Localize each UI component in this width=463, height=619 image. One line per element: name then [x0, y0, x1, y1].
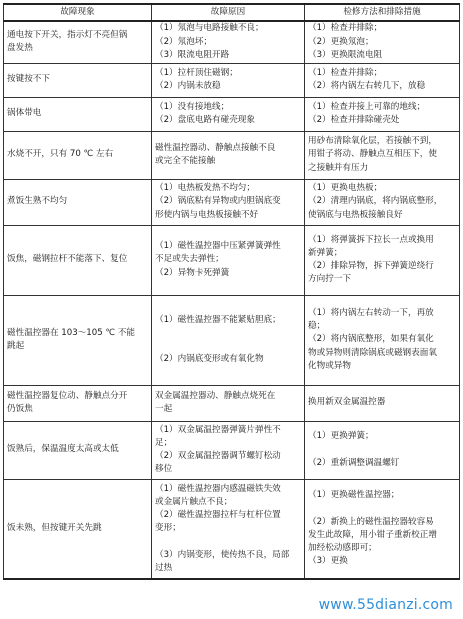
- cell-line: （2）排除异物，拆下弹簧逆绕行: [308, 261, 434, 271]
- table-row: [4, 97, 460, 131]
- cell-line: （3）限流电阻开路: [155, 49, 230, 60]
- cell-line: 使锅底与电热板接触良好: [308, 209, 403, 220]
- table-header: [4, 4, 460, 21]
- cell-line: （2）清理内锅底，将内锅底整形，: [308, 196, 443, 207]
- cell-line: （1）检查并排除；: [308, 23, 383, 34]
- cell-line: （1）拉杆顶住磁钢；: [155, 67, 238, 78]
- cell-line: 方向拧一下: [308, 274, 351, 285]
- fix-cell: [305, 385, 460, 421]
- cell-line: （3）内锅变形，使传热不良，局部: [155, 549, 290, 560]
- table-row: [4, 385, 460, 421]
- header-symptom: 故障现象: [4, 4, 152, 21]
- table-row: [4, 225, 460, 295]
- cell-line: （1）磁性温控器不能紧贴胆底；: [155, 314, 281, 325]
- fix-cell: [305, 225, 460, 295]
- cell-line: 通电按下开关，指示灯不亮但锅: [7, 30, 128, 41]
- cell-line: 换用新双金属温控器: [308, 397, 386, 408]
- cell-line: 按键按不下: [7, 74, 50, 85]
- table-body: [4, 21, 460, 579]
- fix-cell: [305, 179, 460, 225]
- cell-line: 双金属温控器动、静触点烧死在: [155, 390, 276, 401]
- cell-line: 饭未熟，但按键开关先跳: [7, 523, 102, 534]
- cell-line: （1）将内锅左右转动一下，再放: [308, 307, 434, 318]
- cell-line: 水烧不开，只有 70 ℃ 左右: [7, 149, 114, 160]
- cell-line: （1）检查并排除；: [308, 67, 383, 78]
- fix-cell: [305, 295, 460, 385]
- cell-line: （3）更换限流电阻: [308, 49, 383, 60]
- fix-cell: [305, 479, 460, 579]
- cell-line: 煮饭生熟不均匀: [7, 196, 68, 207]
- cell-line: 锅体带电: [7, 108, 42, 119]
- fix-cell: [305, 63, 460, 97]
- fix-cell: [305, 21, 460, 63]
- cell-line: 磁性温控器在 103～105 ℃ 不能: [7, 327, 135, 338]
- cell-line: 足；: [155, 437, 173, 448]
- symptom-cell: [4, 421, 152, 479]
- cell-line: [308, 502, 456, 515]
- symptom-cell: [4, 385, 152, 421]
- symptom-cell: [4, 225, 152, 295]
- cell-line: [308, 443, 456, 456]
- cell-line: 仍饭焦: [7, 404, 33, 414]
- table-row: [4, 421, 460, 479]
- table-row: [4, 21, 460, 63]
- cell-line: （2）锅底粘有异物或内胆锅底变: [155, 196, 281, 207]
- cell-line: 饭熟后，保温温度太高或太低: [7, 444, 119, 455]
- symptom-cell: [4, 21, 152, 63]
- cell-line: （1）电热板发热不均匀；: [155, 183, 255, 194]
- cell-line: （2）更换氖泡；: [308, 36, 374, 47]
- symptom-cell: [4, 63, 152, 97]
- cell-line: 跳起: [7, 341, 25, 351]
- cell-line: 饭焦，磁钢拉杆不能落下、复位: [7, 254, 128, 265]
- cell-line: 变形；: [155, 523, 181, 534]
- cell-line: （2）检查并排除碰壳处: [308, 115, 400, 125]
- cell-line: 新弹簧；: [308, 247, 343, 258]
- cell-line: （1）双金属温控器弹簧片弹性不: [155, 424, 281, 435]
- cell-line: （1）更换弹簧；: [308, 431, 374, 442]
- table-row: [4, 295, 460, 385]
- cell-line: 或金属片触点不良；: [155, 496, 233, 507]
- cause-cell: [152, 385, 305, 421]
- cause-cell: [152, 179, 305, 225]
- table-row: [4, 131, 460, 179]
- cell-line: （1）氖泡与电路接触不良；: [155, 23, 264, 34]
- fault-table: [3, 3, 460, 580]
- fix-cell: [305, 421, 460, 479]
- cause-cell: [152, 479, 305, 579]
- cell-line: （1）将弹簧拆下拉长一点或换用: [308, 234, 434, 245]
- cell-line: （2）将内锅底整形，如果有氧化: [308, 334, 434, 345]
- cell-line: 发生此故障，用小钳子重新校正增: [308, 529, 437, 540]
- cell-line: 盘发热: [7, 43, 33, 54]
- cause-cell: [152, 131, 305, 179]
- cell-line: （2）重新调整调温螺钉: [308, 457, 400, 468]
- cell-line: （1）没有接地线；: [155, 101, 230, 112]
- cause-cell: [152, 225, 305, 295]
- symptom-cell: [4, 295, 152, 385]
- cause-cell: [152, 97, 305, 131]
- fix-cell: [305, 131, 460, 179]
- cell-line: （1）更换电热板；: [308, 183, 383, 194]
- cell-line: 磁性温控器动、静触点接触不良: [155, 142, 276, 153]
- cell-line: 磁性温控器复位动、静触点分开: [7, 390, 128, 401]
- cause-cell: [152, 63, 305, 97]
- symptom-cell: [4, 479, 152, 579]
- cell-line: [155, 340, 301, 353]
- site-watermark: www.55dianzi.com: [318, 597, 453, 613]
- cause-cell: [152, 421, 305, 479]
- header-fix: 检修方法和排除措施: [305, 4, 460, 21]
- table-row: [4, 479, 460, 579]
- cell-line: （2）磁性温控器拉杆与杠杆位置: [155, 509, 281, 520]
- table-row: [4, 63, 460, 97]
- cell-line: （2）氖泡坏；: [155, 36, 213, 47]
- cause-cell: [152, 295, 305, 385]
- cell-line: （2）盘底电路有碰壳现象: [155, 115, 255, 125]
- cell-line: （1）磁性温控器内感温磁铁失效: [155, 483, 281, 494]
- cell-line: 用砂布清除氧化层，若接触不到，: [308, 136, 437, 147]
- cell-line: [155, 327, 301, 340]
- cause-cell: [152, 21, 305, 63]
- cell-line: （2）新换上的磁性温控器较容易: [308, 516, 434, 527]
- cell-line: 一起: [155, 404, 173, 414]
- cell-line: （1）检查并接上可靠的地线；: [308, 101, 426, 112]
- cell-line: （3）更换: [308, 556, 348, 567]
- symptom-cell: [4, 97, 152, 131]
- table-row: [4, 179, 460, 225]
- cell-line: （1）磁性温控器中压紧弹簧弹性: [155, 241, 281, 252]
- cell-line: 移位: [155, 464, 173, 475]
- cell-line: （2）内锅底变形或有氧化物: [155, 354, 264, 365]
- cell-line: （2）双金属温控器调节螺钉松动: [155, 451, 281, 461]
- symptom-cell: [4, 179, 152, 225]
- cell-line: 稳；: [308, 321, 326, 332]
- cell-line: 之接触并有压力: [308, 162, 369, 173]
- header-cause: 故障原因: [152, 4, 305, 21]
- cell-line: （2）内锅未放稳: [155, 81, 221, 91]
- cell-line: （2）将内锅左右转几下，放稳: [308, 81, 426, 91]
- cell-line: 不足或失去弹性；: [155, 254, 224, 265]
- cell-line: 加经松动感即可；: [308, 542, 377, 553]
- cell-line: 或完全不能接触: [155, 156, 216, 166]
- fix-cell: [305, 97, 460, 131]
- cell-line: 用钳子将动、静触点互相压下，使: [308, 149, 437, 160]
- cell-line: （1）更换磁性温控器；: [308, 490, 400, 501]
- cell-line: 过热: [155, 562, 173, 573]
- cell-line: 物或异物则清除锅底或磁钢表面氧: [308, 347, 437, 358]
- cell-line: 化物或异物: [308, 360, 351, 371]
- symptom-cell: [4, 131, 152, 179]
- cell-line: （2）异物卡死弹簧: [155, 267, 230, 278]
- cell-line: 形使内锅与电热板接触不好: [155, 209, 259, 220]
- cell-line: [155, 535, 301, 548]
